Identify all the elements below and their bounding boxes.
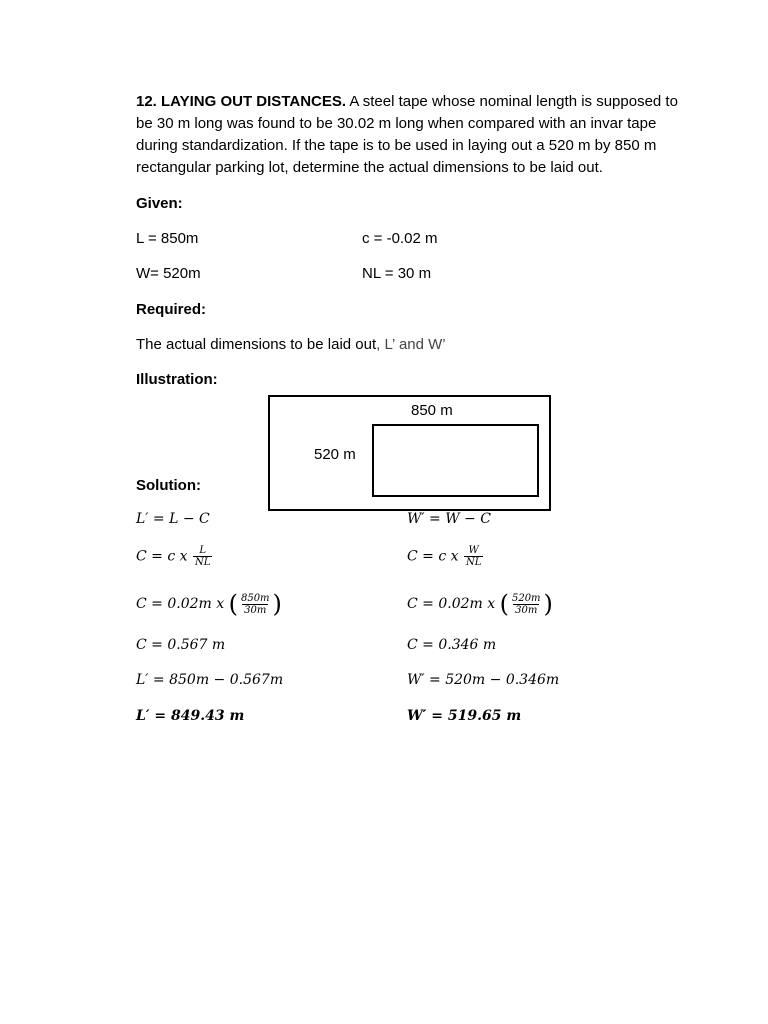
required-text: [136, 334, 446, 356]
equation-l-prime-substitution: L′ = 850m − 0.567m: [136, 672, 284, 688]
equation-correction-width-values: C = 0.02m x ( $\frac{520m}{30m}$ ): [407, 590, 553, 618]
fraction-denominator: NL: [465, 557, 482, 568]
fraction: [464, 545, 483, 568]
problem-statement: [136, 91, 696, 179]
equation-prefix: C = c x: [407, 548, 459, 565]
equation-prefix: C = c x: [136, 548, 188, 565]
equation-correction-width: [407, 545, 484, 568]
given-length: L = 850m: [136, 230, 199, 247]
given-nominal-length: NL = 30 m: [362, 265, 432, 282]
fraction-denominator: 30m: [515, 604, 538, 616]
equation-prefix: C = 0.02m x: [136, 596, 225, 612]
illustration-heading: Illustration:: [136, 371, 218, 388]
equation-l-prime-answer: L′ = 849.43 m: [136, 708, 245, 724]
fraction: [193, 545, 212, 568]
fraction-numerator: W: [468, 545, 479, 556]
fraction-denominator: 30m: [244, 604, 267, 616]
equation-w-prime-definition: W′ = W − C: [407, 511, 491, 527]
fraction: [510, 593, 543, 616]
given-correction: c = -0.02 m: [362, 230, 438, 247]
equation-correction-width-result: C = 0.346 m: [407, 637, 497, 653]
problem-text: A steel tape whose nominal length is supposed to be 30 m long was found to be 30.02 m long when compared with an invar tape during standardization. If the tape is to be used in laying out a 520 m by 850 m rectangular parking lot, determine the actual dimensions to be laid out.: [136, 93, 678, 176]
problem-title: 12. LAYING OUT DISTANCES.: [136, 93, 347, 110]
required-text-main: The actual dimensions to be laid out: [136, 336, 377, 353]
solution-heading: Solution:: [136, 477, 201, 494]
equation-l-prime-definition: L′ = L − C: [136, 511, 210, 527]
illustration-length-label: 850 m: [411, 402, 453, 419]
fraction-numerator: 520m: [511, 592, 541, 604]
fraction-denominator: NL: [194, 557, 211, 568]
given-heading: Given:: [136, 195, 183, 212]
equation-w-prime-substitution: W′ = 520m − 0.346m: [407, 672, 560, 688]
equation-correction-length: [136, 545, 213, 568]
required-vars: , L’ and W’: [376, 336, 446, 353]
fraction-numerator: L: [199, 545, 206, 556]
equation-correction-length-values: C = 0.02m x ( $\frac{850m}{30m}$ ): [136, 590, 282, 618]
given-width: W= 520m: [136, 265, 201, 282]
illustration-width-label: 520 m: [314, 446, 356, 463]
illustration-inner-rectangle: [372, 424, 539, 497]
equation-correction-length-result: C = 0.567 m: [136, 637, 226, 653]
fraction-numerator: 850m: [240, 592, 270, 604]
required-heading: Required:: [136, 301, 207, 318]
fraction: [239, 593, 272, 616]
equation-w-prime-answer: W′ = 519.65 m: [407, 708, 522, 724]
equation-prefix: C = 0.02m x: [407, 596, 496, 612]
